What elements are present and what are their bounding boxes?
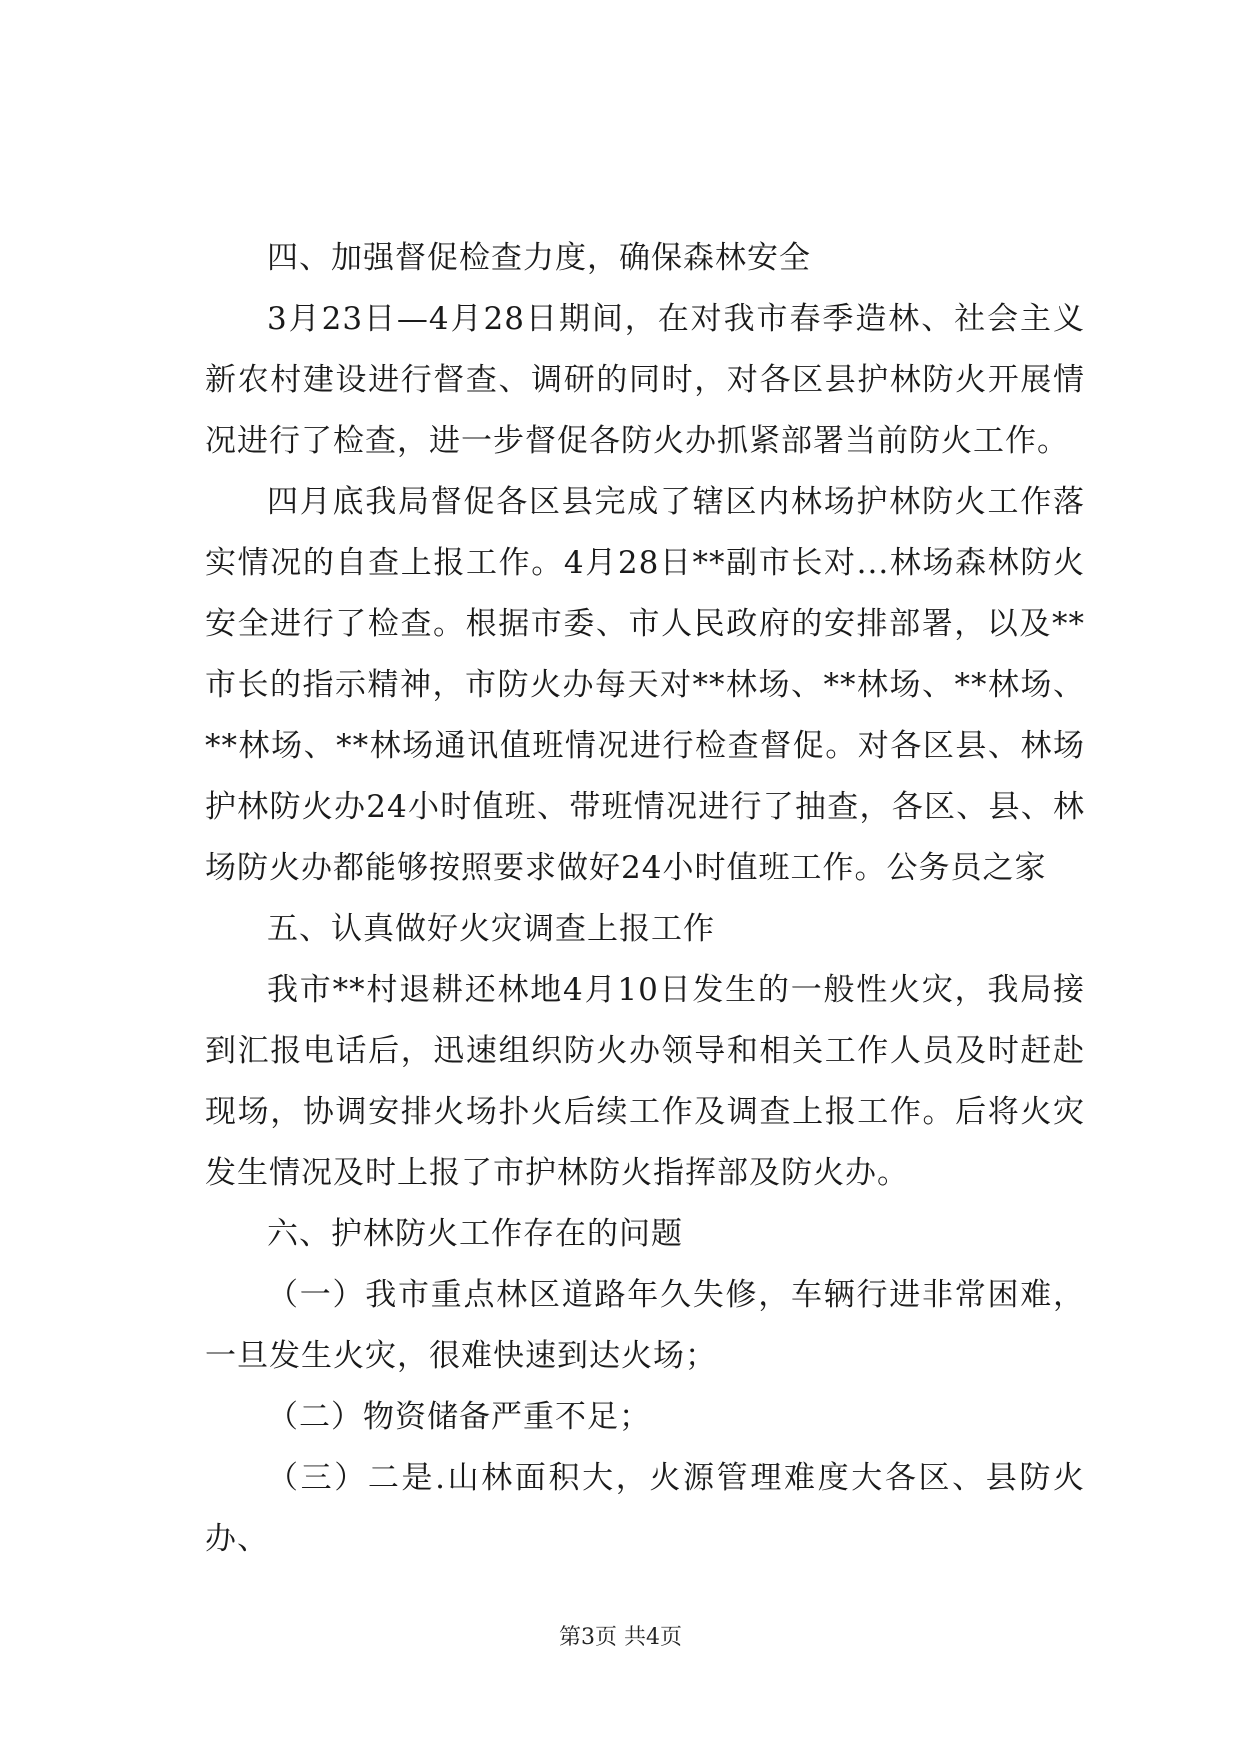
document-body: [205, 228, 1085, 1570]
section-heading-4: 四、加强督促检查力度，确保森林安全: [267, 240, 811, 276]
list-item-2: （二）物资储备严重不足；: [267, 1399, 651, 1435]
page-number-indicator: 第3页 共4页: [559, 1625, 682, 1650]
list-item-1: （一）我市重点林区道路年久失修，车辆行进非常困难，一旦发生火灾，很难快速到达火场；: [205, 1277, 1085, 1374]
paragraph-self-inspection: 四月底我局督促各区县完成了辖区内林场护林防火工作落实情况的自查上报工作。4月28日**副市长对...林场森林防火安全进行了检查。根据市委、市人民政府的安排部署，以及**市长的指示精神，市防火办每天对**林场、**林场、**林场、**林场、**林场通讯值班情况进行检查督促。对各区县、林场护林防火办24小时值班、带班情况进行了抽查，各区、县、林场防火办都能够按照要求做好24小时值班工作。公务员之家: [205, 484, 1085, 886]
paragraph-inspection-period: 3月23日—4月28日期间，在对我市春季造林、社会主义新农村建设进行督查、调研的同时，对各区县护林防火开展情况进行了检查，进一步督促各防火办抓紧部署当前防火工作。: [205, 301, 1085, 459]
paragraph-fire-report: 我市**村退耕还林地4月10日发生的一般性火灾，我局接到汇报电话后，迅速组织防火办领导和相关工作人员及时赶赴现场，协调安排火场扑火后续工作及调查上报工作。后将火灾发生情况及时上报了市护林防火指挥部及防火办。: [205, 972, 1085, 1191]
page-footer: [0, 1620, 1241, 1651]
section-heading-6: 六、护林防火工作存在的问题: [267, 1216, 683, 1252]
list-item-3: （三）二是.山林面积大，火源管理难度大各区、县防火办、: [205, 1460, 1085, 1557]
section-heading-5: 五、认真做好火灾调查上报工作: [267, 911, 715, 947]
